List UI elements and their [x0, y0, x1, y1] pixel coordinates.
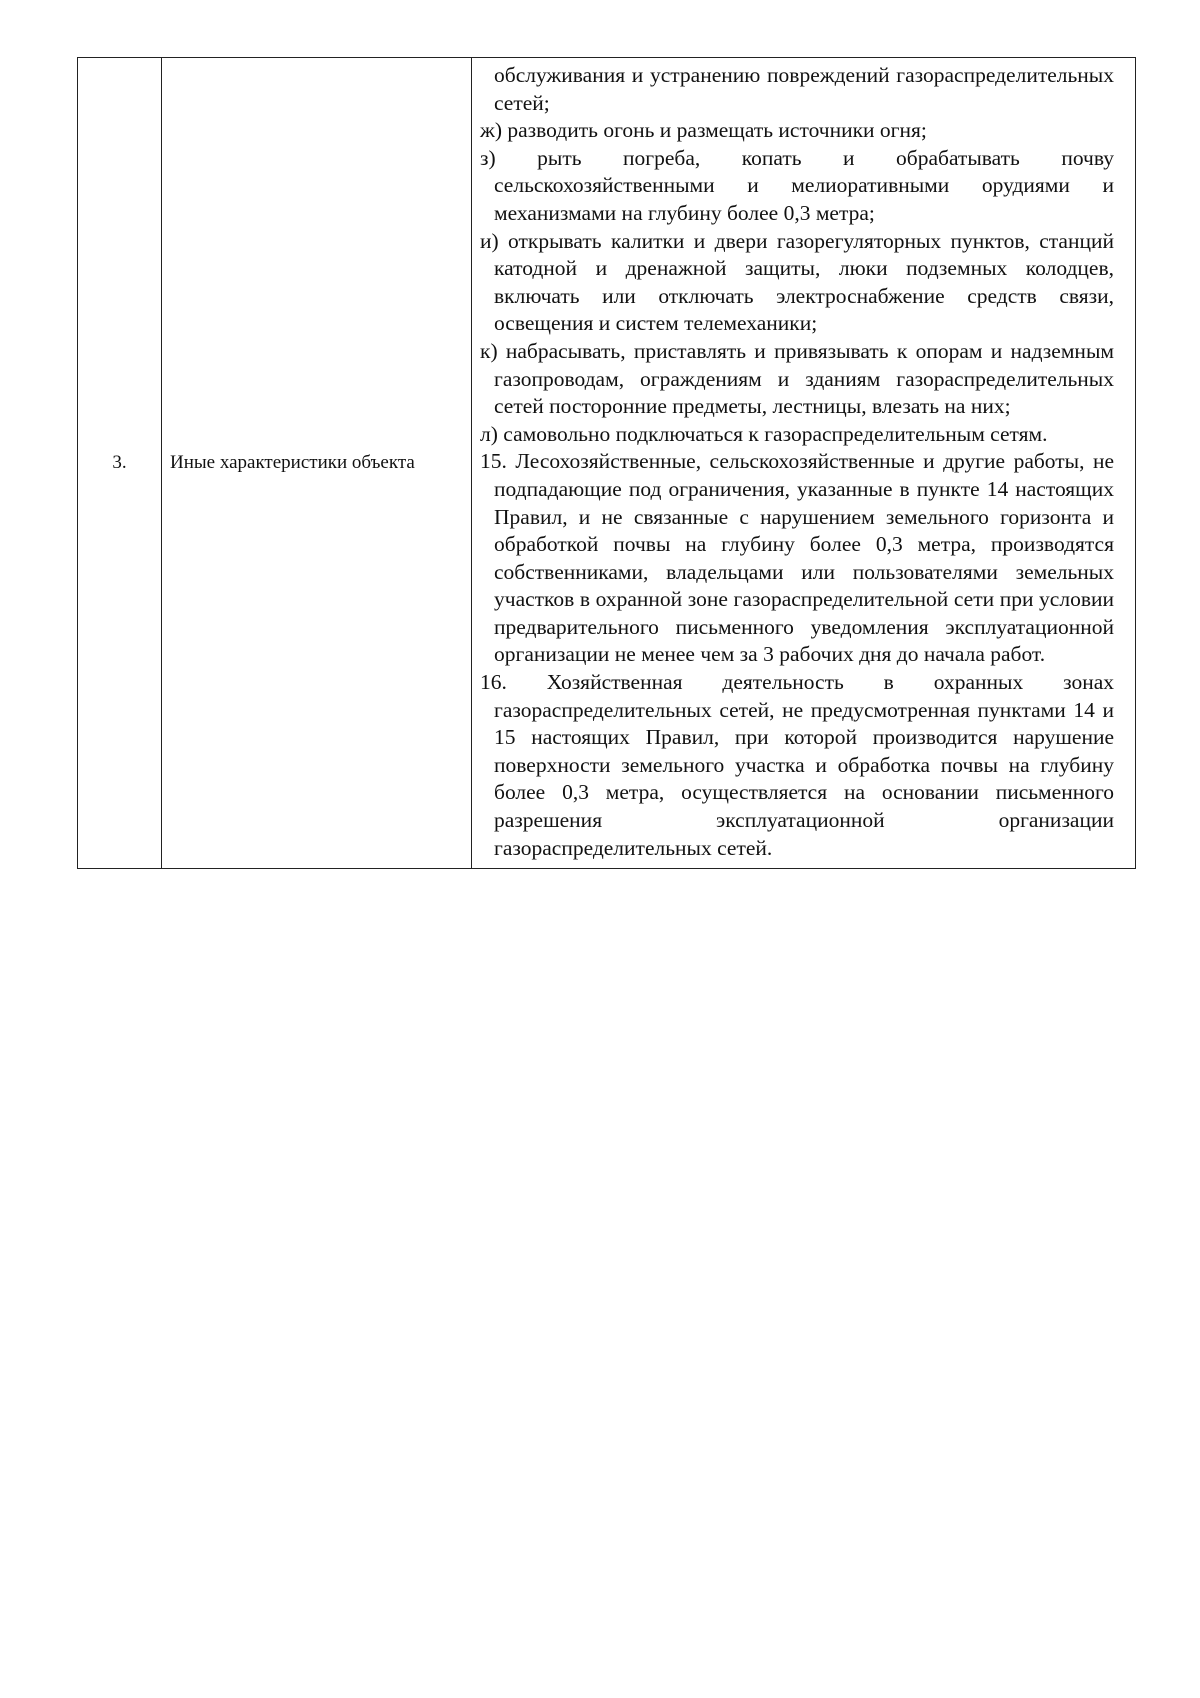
paragraph-item-zh: ж) разводить огонь и размещать источники огня;: [480, 118, 927, 143]
characteristics-table: [77, 57, 1136, 869]
paragraph-continuation: обслуживания и устранению повреждений газораспределительных сетей;: [494, 63, 1114, 115]
row-label: Иные характеристики объекта: [162, 58, 472, 869]
paragraph-item-i: и) открывать калитки и двери газорегуляторных пунктов, станций катодной и дренажной защиты, люки подземных колодцев, включать или отключать электроснабжение средств связи, освещения и систем телемеханики;: [480, 228, 1114, 336]
row-number: 3.: [78, 58, 162, 869]
paragraph-item-z: з) рыть погреба, копать и обрабатывать почву сельскохозяйственными и мелиоративными орудиями и механизмами на глубину более 0,3 метра;: [480, 145, 1114, 225]
table-row: [78, 58, 1136, 869]
paragraph-item-k: к) набрасывать, приставлять и привязывать к опорам и надземным газопроводам, ограждениям и зданиям газораспределительных сетей посторонние предметы, лестницы, влезать на них;: [480, 338, 1114, 419]
paragraph-item-l: л) самовольно подключаться к газораспределительным сетям.: [480, 421, 1048, 446]
paragraph-clause-16: 16. Хозяйственная деятельность в охранных зонах газораспределительных сетей, не предусмотренная пунктами 14 и 15 настоящих Правил, при которой производится нарушение поверхности земельного участка и обработка почвы на глубину более 0,3 метра, осуществляется на основании письменного разрешения эксплуатационной организации газораспределительных сетей.: [480, 670, 1114, 860]
row-content: [472, 58, 1136, 869]
paragraph-clause-15: 15. Лесохозяйственные, сельскохозяйственные и другие работы, не подпадающие под ограничения, указанные в пункте 14 настоящих Правил, и не связанные с нарушением земельного горизонта и обработкой почвы на глубину более 0,3 метра, производятся собственниками, владельцами или пользователями земельных участков в охранной зоне газораспределительной сети при условии предварительного письменного уведомления эксплуатационной организации не менее чем за 3 рабочих дня до начала работ.: [480, 449, 1114, 667]
